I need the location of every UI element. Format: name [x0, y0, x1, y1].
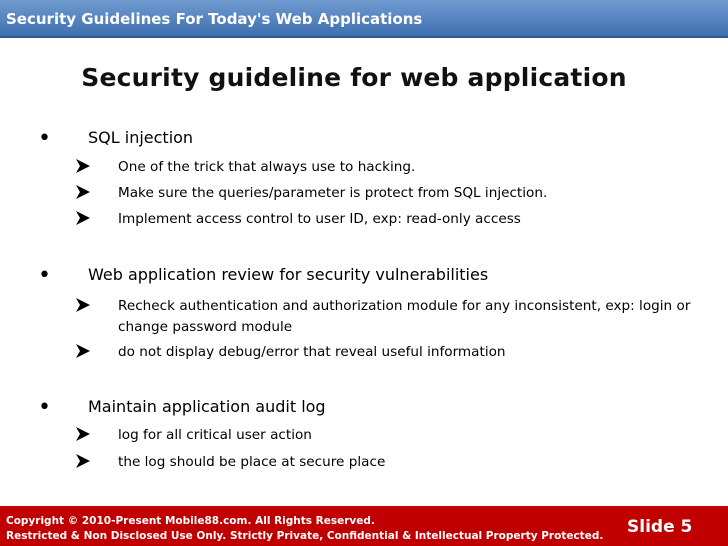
arrow-bullet-icon: [76, 185, 90, 199]
section-heading-text: Maintain application audit log: [88, 397, 326, 416]
bullet-icon: •: [38, 263, 51, 288]
list-item-text: Make sure the queries/parameter is protect from SQL injection.: [118, 185, 548, 201]
arrow-bullet-icon: [76, 211, 90, 225]
copyright-text: Copyright © 2010-Present Mobile88.com. All Rights Reserved.: [6, 515, 375, 527]
arrow-bullet-icon: [76, 159, 90, 173]
list-item-text: Recheck authentication and authorization module for any inconsistent, exp: login or change password module: [118, 298, 691, 335]
arrow-bullet-icon: [76, 344, 90, 358]
confidentiality-notice: Restricted & Non Disclosed Use Only. Strictly Private, Confidential & Intellectual Property Protected.: [6, 530, 604, 542]
list-item-text: the log should be place at secure place: [118, 454, 386, 470]
section-heading-text: Web application review for security vulnerabilities: [88, 265, 489, 284]
list-item-text: Implement access control to user ID, exp: read-only access: [118, 211, 521, 227]
header-bar: [0, 0, 728, 38]
arrow-bullet-icon: [76, 454, 90, 468]
arrow-bullet-icon: [76, 298, 90, 312]
list-item-text: do not display debug/error that reveal useful information: [118, 344, 506, 360]
footer-bar: [0, 506, 728, 546]
presentation-title: Security Guidelines For Today's Web Applications: [6, 10, 423, 28]
list-item-text: log for all critical user action: [118, 427, 312, 443]
slide-title: Security guideline for web application: [81, 63, 627, 92]
bullet-icon: •: [38, 126, 51, 151]
arrow-bullet-icon: [76, 427, 90, 441]
slide-number: Slide 5: [627, 517, 693, 537]
list-item-text: One of the trick that always use to hacking.: [118, 159, 416, 175]
section-heading: [0, 265, 728, 289]
section-heading: [0, 128, 728, 152]
section-heading: [0, 397, 728, 421]
section-heading-text: SQL injection: [88, 128, 194, 147]
bullet-icon: •: [38, 395, 51, 420]
